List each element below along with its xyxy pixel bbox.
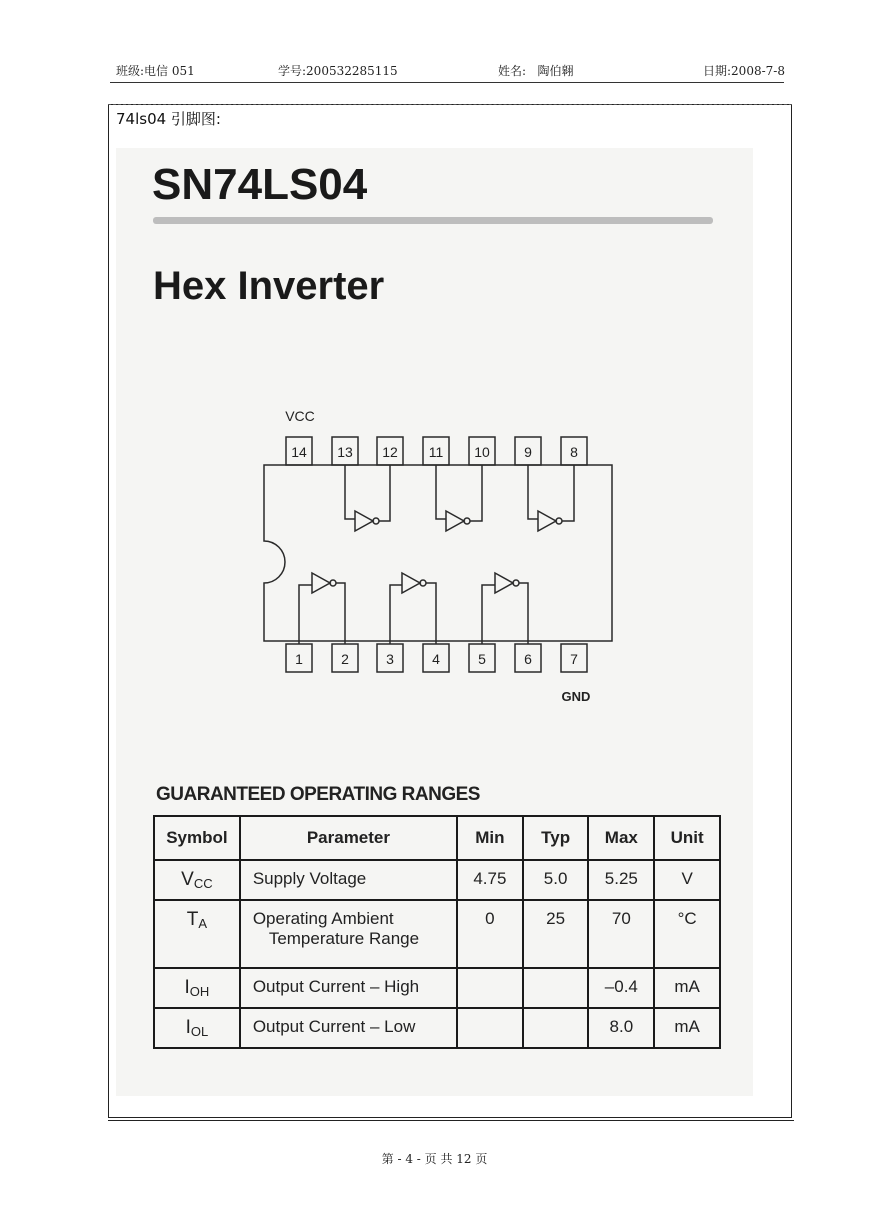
col-parameter: Parameter (240, 816, 457, 860)
header-class: 班级:电信 051 (116, 64, 195, 78)
pin-1-label: 1 (295, 651, 303, 667)
device-title: Hex Inverter (153, 264, 385, 308)
parameter-cell: Output Current – High (240, 968, 457, 1008)
inverter-gate-lower-1 (299, 573, 345, 644)
col-unit: Unit (654, 816, 720, 860)
header-student-id: 学号:200532285115 (278, 64, 398, 78)
table-row (154, 900, 720, 968)
parameter-line-2: Temperature Range (268, 929, 420, 948)
col-min: Min (457, 816, 523, 860)
chip-body (264, 465, 612, 641)
max-cell: 5.25 (588, 860, 654, 900)
symbol-cell: $I_{OL}$ (154, 1008, 240, 1048)
header-date: 日期:2008-7-8 (703, 64, 785, 78)
pin-10-label: 10 (474, 444, 490, 460)
typ-cell: 25 (523, 900, 589, 968)
inverter-gate-lower-2 (390, 573, 436, 644)
pin-14-label: 14 (291, 444, 307, 460)
inverter-gate-upper-2 (436, 465, 482, 531)
gnd-label: GND (561, 689, 591, 704)
symbol-cell: $I_{OH}$ (154, 968, 240, 1008)
header-name: 姓名: 陶伯翱 (498, 64, 574, 78)
page-footer: 第 - 4 - 页 共 12 页 (381, 1152, 488, 1166)
max-cell: 70 (588, 900, 654, 968)
symbol-cell: $V_{CC}$ (154, 860, 240, 900)
vcc-label: VCC (285, 408, 315, 424)
typ-cell (523, 1008, 589, 1048)
title-rule (153, 217, 713, 224)
figure-caption: 74ls04 引脚图: (116, 110, 221, 128)
pin-13-label: 13 (337, 444, 353, 460)
col-max: Max (588, 816, 654, 860)
frame-top-border (108, 104, 792, 105)
pin-12-label: 12 (382, 444, 398, 460)
parameter-cell (240, 900, 457, 968)
min-cell (457, 1008, 523, 1048)
parameter-line-1: Operating Ambient (252, 909, 394, 928)
symbol-cell: $T_A$ (154, 900, 240, 968)
max-cell: 8.0 (588, 1008, 654, 1048)
min-cell (457, 968, 523, 1008)
table-row (154, 968, 720, 1008)
min-cell: 0 (457, 900, 523, 968)
pin-9-label: 9 (524, 444, 532, 460)
unit-cell: mA (654, 968, 720, 1008)
inverter-gate-upper-1 (345, 465, 390, 531)
unit-cell: mA (654, 1008, 720, 1048)
pin-11-label: 11 (428, 444, 444, 460)
col-typ: Typ (523, 816, 589, 860)
pin-3-label: 3 (386, 651, 394, 667)
typ-cell (523, 968, 589, 1008)
table-row (154, 1008, 720, 1048)
pin-7-label: 7 (570, 651, 578, 667)
parameter-cell: Supply Voltage (240, 860, 457, 900)
pin-4-label: 4 (432, 651, 440, 667)
pin-5-label: 5 (478, 651, 486, 667)
pinout-diagram (250, 395, 630, 715)
parameter-cell: Output Current – Low (240, 1008, 457, 1048)
frame-bottom-border (108, 1120, 794, 1121)
inverter-gate-lower-3 (482, 573, 528, 644)
min-cell: 4.75 (457, 860, 523, 900)
inverter-gate-upper-3 (528, 465, 574, 531)
header-divider (110, 82, 784, 83)
unit-cell: V (654, 860, 720, 900)
pin-8-label: 8 (570, 444, 578, 460)
unit-cell: °C (654, 900, 720, 968)
col-symbol: Symbol (154, 816, 240, 860)
pin-2-label: 2 (341, 651, 349, 667)
operating-ranges-title: GUARANTEED OPERATING RANGES (156, 784, 480, 805)
operating-ranges-table (153, 815, 721, 1049)
table-header-row (154, 816, 720, 860)
pin-6-label: 6 (524, 651, 532, 667)
typ-cell: 5.0 (523, 860, 589, 900)
part-number: SN74LS04 (152, 160, 368, 209)
table-row (154, 860, 720, 900)
max-cell: –0.4 (588, 968, 654, 1008)
